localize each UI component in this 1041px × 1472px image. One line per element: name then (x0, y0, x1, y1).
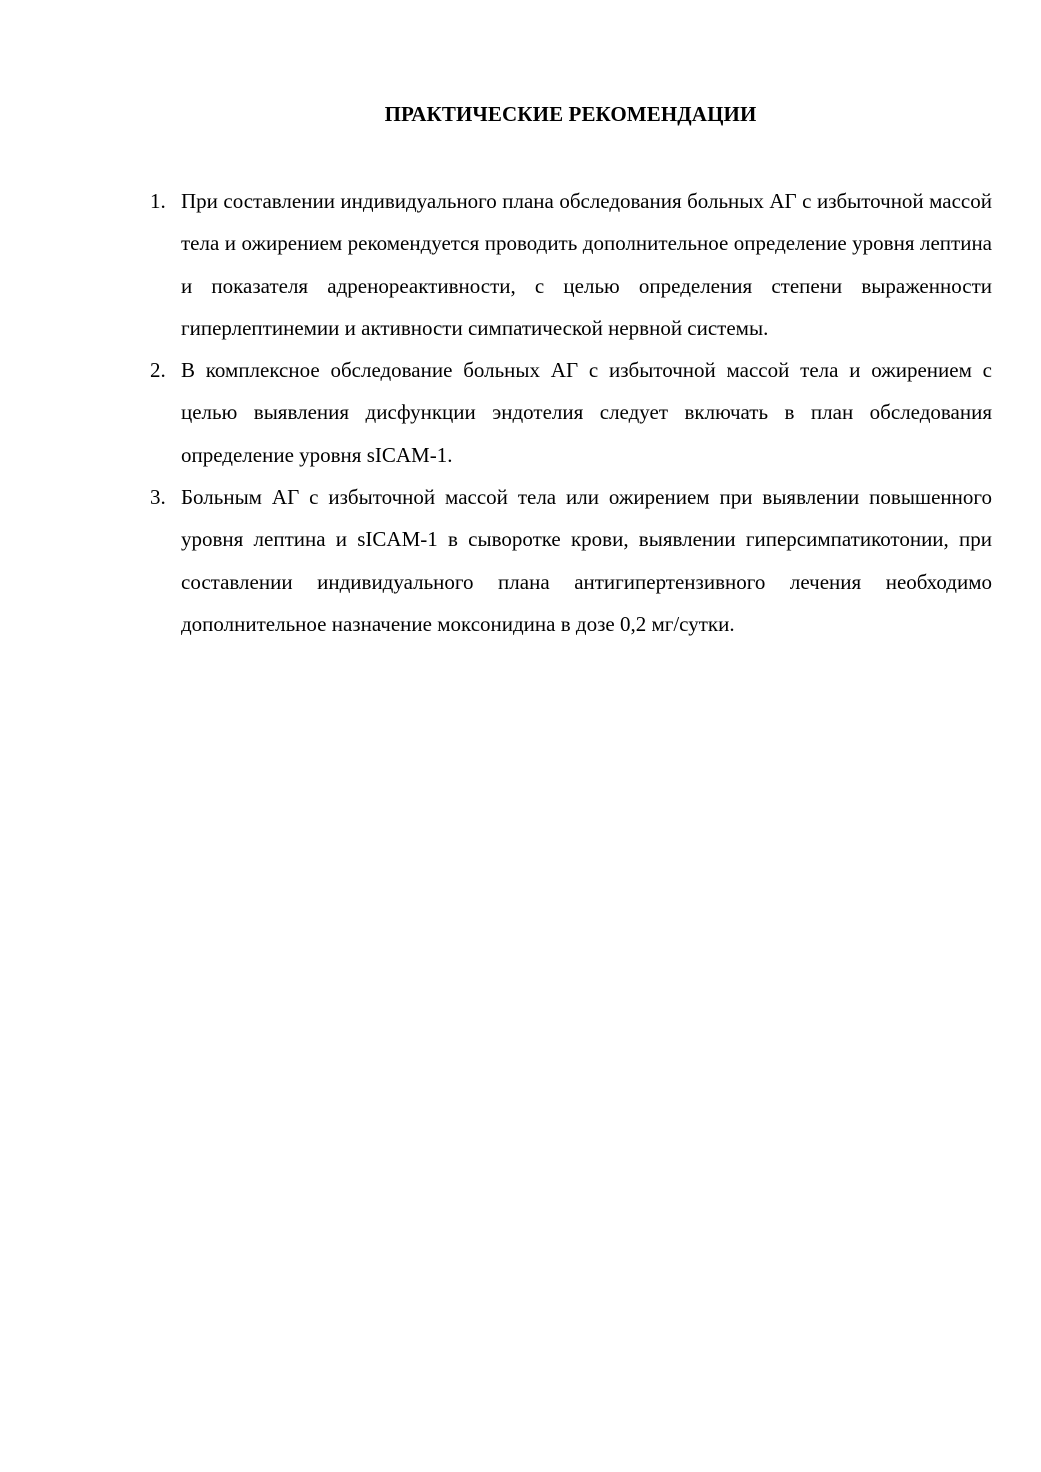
item-number: 2. (150, 358, 166, 383)
item-text: В комплексное обследование больных АГ с избыточной массой тела и ожирением с целью выявления дисфункции эндотелия следует включать в план обследования определение уровня sICAM-1. (181, 358, 992, 467)
list-item (146, 180, 992, 349)
item-number: 3. (150, 485, 166, 510)
item-text: При составлении индивидуального плана обследования больных АГ с избыточной массой тела и ожирением рекомендуется проводить дополнительное определение уровня лептина и показателя адренореактивности, с целью определения степени выраженности гиперлептинемии и активности симпатической нервной системы. (181, 189, 992, 340)
item-text: Больным АГ с избыточной массой тела или ожирением при выявлении повышенного уровня лептина и sICAM-1 в сыворотке крови, выявлении гиперсимпатикотонии, при составлении индивидуального плана антигипертензивного лечения необходимо дополнительное назначение моксонидина в дозе 0,2 мг/сутки. (181, 485, 992, 636)
list-item (146, 349, 992, 476)
recommendations-list (146, 180, 992, 645)
page-title: ПРАКТИЧЕСКИЕ РЕКОМЕНДАЦИИ (384, 102, 757, 126)
list-item (146, 476, 992, 645)
item-number: 1. (150, 189, 166, 213)
